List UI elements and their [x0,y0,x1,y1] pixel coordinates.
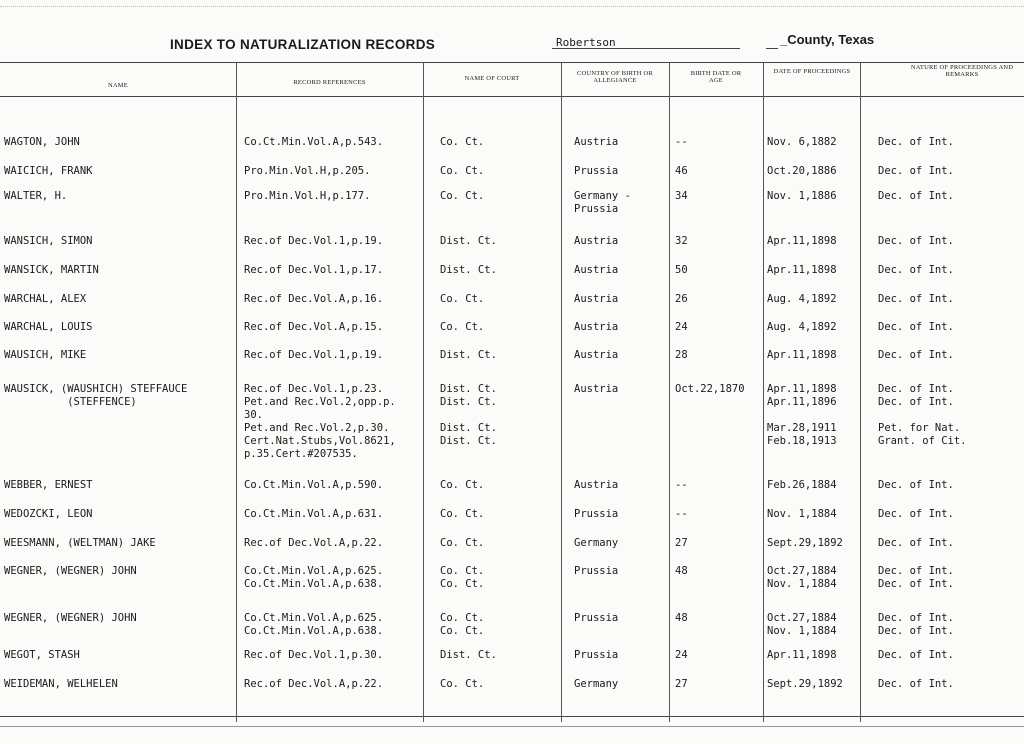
cell-country: Austria [574,264,619,276]
top-edge [0,0,1024,7]
cell-country: Austria [574,479,619,491]
cell-country: Austria [574,349,619,361]
cell-record: Rec.of Dec.Vol.A,p.16. [244,293,384,305]
cell-nature: Dec. of Int. Dec. of Int. [878,612,954,637]
cell-record: Rec.of Dec.Vol.A,p.15. [244,321,384,333]
col-header-record: RECORD REFERENCES [293,79,366,86]
col-divider-1 [236,62,237,722]
cell-court: Dist. Ct. [440,649,497,661]
cell-record: Co.Ct.Min.Vol.A,p.590. [244,479,384,491]
cell-nature: Dec. of Int. [878,349,954,361]
cell-court: Co. Ct. [440,190,485,202]
cell-date: Sept.29,1892 [767,678,843,690]
cell-name: WEIDEMAN, WELHELEN [4,678,118,690]
cell-nature: Dec. of Int. Dec. of Int. Pet. for Nat. Grant. of Cit. [878,383,967,447]
cell-date: Apr.11,1898 [767,349,837,361]
cell-record: Co.Ct.Min.Vol.A,p.631. [244,508,384,520]
cell-country: Austria [574,321,619,333]
cell-country: Prussia [574,508,619,520]
cell-record: Rec.of Dec.Vol.1,p.23. Pet.and Rec.Vol.2,opp.p. 30. Pet.and Rec.Vol.2,p.30. Cert.Nat.Stubs,Vol.8621, p.35.Cert.#207535. [244,383,396,460]
cell-date: Nov. 6,1882 [767,136,837,148]
cell-nature: Dec. of Int. [878,321,954,333]
cell-record: Rec.of Dec.Vol.1,p.19. [244,235,384,247]
cell-date: Feb.26,1884 [767,479,837,491]
header-bottom-rule [0,96,1024,97]
cell-name: WAICICH, FRANK [4,165,93,177]
cell-birth: 46 [675,165,688,177]
cell-court: Co. Ct. [440,165,485,177]
col-header-birth: BIRTH DATE OR AGE [690,70,742,84]
cell-name: WAUSICK, (WAUSHICH) STEFFAUCE (STEFFENCE) [4,383,188,408]
cell-name: WARCHAL, ALEX [4,293,87,305]
cell-record: Rec.of Dec.Vol.1,p.19. [244,349,384,361]
cell-record: Rec.of Dec.Vol.1,p.17. [244,264,384,276]
cell-birth: 27 [675,678,688,690]
cell-country: Prussia [574,165,619,177]
col-divider-3 [561,62,562,722]
col-header-name: NAME [108,82,128,89]
cell-nature: Dec. of Int. Dec. of Int. [878,565,954,590]
cell-birth: Oct.22,1870 [675,383,745,395]
col-divider-6 [860,62,861,722]
cell-date: Oct.27,1884 Nov. 1,1884 [767,612,837,637]
county-name: Robertson [556,36,616,49]
cell-nature: Dec. of Int. [878,678,954,690]
page-bottom-rule [0,726,1024,727]
cell-court: Co. Ct. [440,678,485,690]
cell-nature: Dec. of Int. [878,165,954,177]
cell-nature: Dec. of Int. [878,508,954,520]
cell-country: Prussia [574,649,619,661]
cell-name: WEGOT, STASH [4,649,80,661]
cell-birth: 24 [675,321,688,333]
cell-country: Germany - Prussia [574,190,631,215]
cell-date: Apr.11,1898 [767,264,837,276]
cell-name: WEBBER, ERNEST [4,479,93,491]
cell-birth: 50 [675,264,688,276]
cell-record: Rec.of Dec.Vol.A,p.22. [244,678,384,690]
cell-name: WAUSICH, MIKE [4,349,87,361]
cell-country: Austria [574,235,619,247]
cell-birth: 24 [675,649,688,661]
county-underline [552,48,740,49]
cell-country: Austria [574,383,619,395]
cell-name: WEGNER, (WEGNER) JOHN [4,565,137,577]
table-bottom-rule [0,716,1024,717]
cell-birth: 26 [675,293,688,305]
cell-nature: Dec. of Int. [878,136,954,148]
cell-birth: 32 [675,235,688,247]
cell-record: Co.Ct.Min.Vol.A,p.625. Co.Ct.Min.Vol.A,p.638. [244,612,384,637]
cell-birth: -- [675,136,688,148]
cell-record: Co.Ct.Min.Vol.A,p.543. [244,136,384,148]
cell-date: Apr.11,1898 [767,235,837,247]
cell-nature: Dec. of Int. [878,235,954,247]
cell-court: Co. Ct. [440,136,485,148]
cell-name: WEDOZCKI, LEON [4,508,93,520]
cell-country: Austria [574,136,619,148]
cell-country: Germany [574,678,619,690]
county-label: _County, Texas [780,32,875,47]
cell-nature: Dec. of Int. [878,264,954,276]
cell-court: Co. Ct. [440,508,485,520]
county-underline-short [766,48,778,49]
cell-country: Prussia [574,612,619,624]
col-header-nature: NATURE OF PROCEEDINGS AND REMARKS [910,64,1014,78]
col-header-country: COUNTRY OF BIRTH OR ALLEGIANCE [577,70,653,84]
cell-nature: Dec. of Int. [878,190,954,202]
cell-nature: Dec. of Int. [878,537,954,549]
cell-court: Co. Ct. [440,293,485,305]
page-title: INDEX TO NATURALIZATION RECORDS [170,37,436,52]
cell-court: Dist. Ct. [440,235,497,247]
cell-birth: 28 [675,349,688,361]
cell-date: Nov. 1,1886 [767,190,837,202]
cell-court: Co. Ct. [440,479,485,491]
cell-court: Dist. Ct. [440,349,497,361]
cell-birth: 27 [675,537,688,549]
col-divider-4 [669,62,670,722]
cell-name: WANSICK, MARTIN [4,264,99,276]
cell-date: Nov. 1,1884 [767,508,837,520]
cell-country: Austria [574,293,619,305]
cell-record: Co.Ct.Min.Vol.A,p.625. Co.Ct.Min.Vol.A,p.638. [244,565,384,590]
cell-birth: -- [675,508,688,520]
cell-date: Apr.11,1898 Apr.11,1896 Mar.28,1911 Feb.18,1913 [767,383,837,447]
cell-record: Rec.of Dec.Vol.1,p.30. [244,649,384,661]
cell-date: Aug. 4,1892 [767,321,837,333]
cell-nature: Dec. of Int. [878,293,954,305]
cell-name: WAGTON, JOHN [4,136,80,148]
cell-name: WEESMANN, (WELTMAN) JAKE [4,537,156,549]
cell-date: Sept.29,1892 [767,537,843,549]
cell-date: Oct.27,1884 Nov. 1,1884 [767,565,837,590]
cell-birth: 34 [675,190,688,202]
cell-record: Rec.of Dec.Vol.A,p.22. [244,537,384,549]
cell-name: WARCHAL, LOUIS [4,321,93,333]
col-header-date: DATE OF PROCEEDINGS [773,68,851,75]
cell-court: Co. Ct. Co. Ct. [440,612,485,637]
cell-date: Aug. 4,1892 [767,293,837,305]
cell-name: WEGNER, (WEGNER) JOHN [4,612,137,624]
cell-birth: 48 [675,612,688,624]
cell-record: Pro.Min.Vol.H,p.177. [244,190,371,202]
cell-name: WALTER, H. [4,190,68,202]
col-header-court: NAME OF COURT [464,75,520,82]
cell-court: Dist. Ct. Dist. Ct. Dist. Ct. Dist. Ct. [440,383,497,447]
cell-date: Oct.20,1886 [767,165,837,177]
col-divider-5 [763,62,764,722]
cell-country: Germany [574,537,619,549]
cell-birth: -- [675,479,688,491]
cell-date: Apr.11,1898 [767,649,837,661]
cell-court: Co. Ct. [440,321,485,333]
cell-court: Co. Ct. [440,537,485,549]
col-divider-2 [423,62,424,722]
cell-country: Prussia [574,565,619,577]
cell-birth: 48 [675,565,688,577]
cell-court: Co. Ct. Co. Ct. [440,565,485,590]
header-top-rule [0,62,1024,63]
cell-court: Dist. Ct. [440,264,497,276]
cell-nature: Dec. of Int. [878,479,954,491]
cell-record: Pro.Min.Vol.H,p.205. [244,165,371,177]
cell-name: WANSICH, SIMON [4,235,93,247]
cell-nature: Dec. of Int. [878,649,954,661]
